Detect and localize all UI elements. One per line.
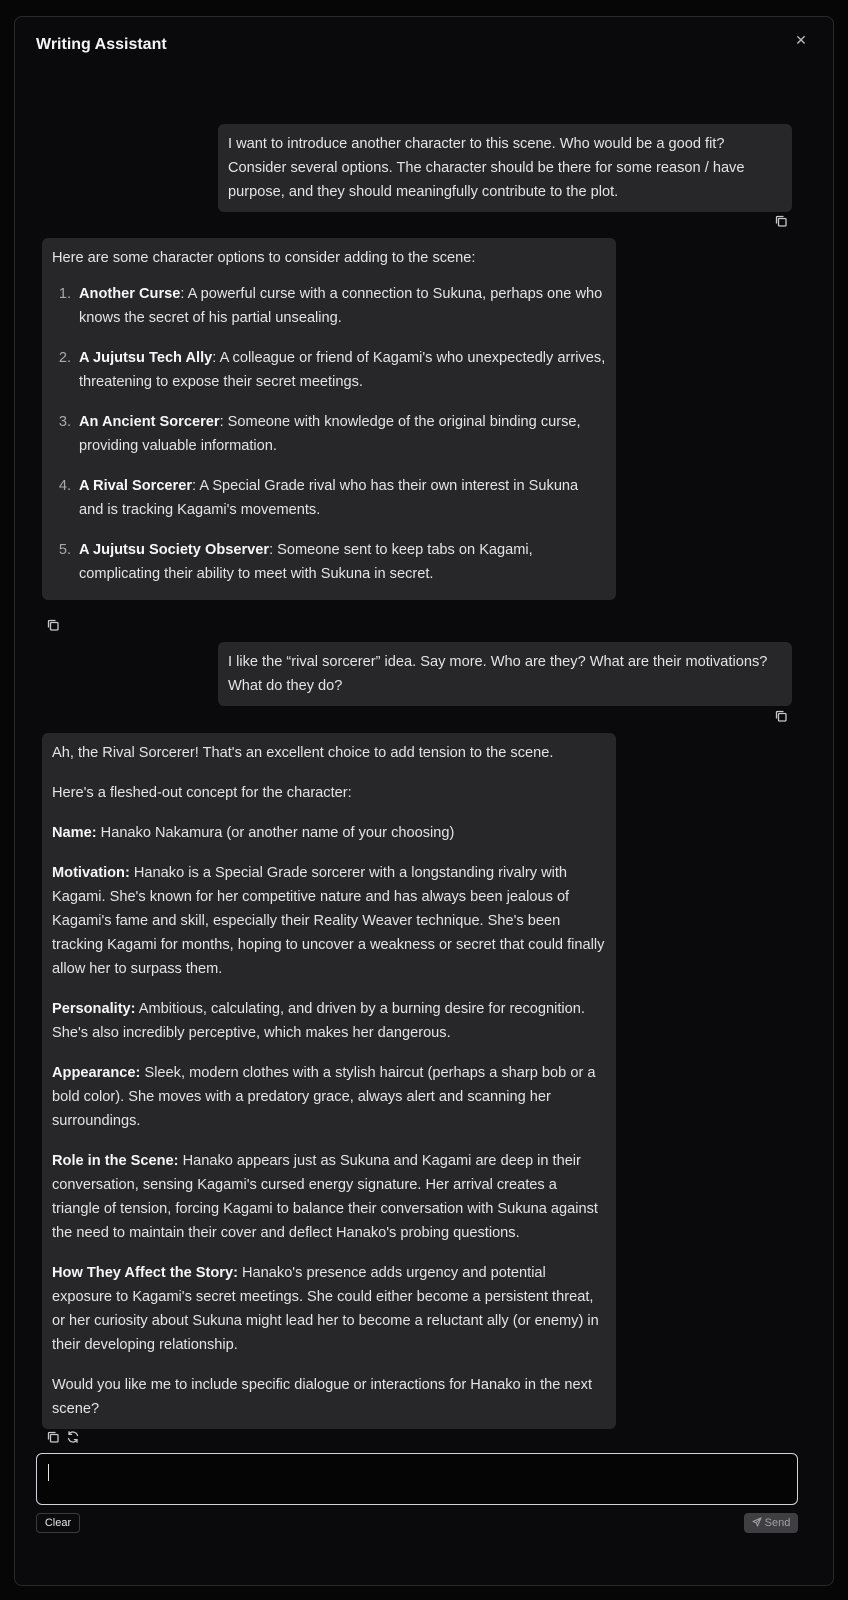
motivation-label: Motivation: [52,865,130,881]
message-paragraph: Ah, the Rival Sorcerer! That's an excellent choice to add tension to the scene. [52,745,554,761]
list-number: 4. [58,478,71,494]
list-item [52,410,606,458]
name-paragraph [52,821,606,845]
message-text: I like the “rival sorcerer” idea. Say more. Who are they? What are their motivations? What do they do? [228,654,768,694]
affect-text: Hanako's presence adds urgency and potential exposure to Kagami's secret meetings. She could either become a persistent threat, or her curiosity about Sukuna might lead her to become a reluctant ally (or enemy) in their developing relationship. [52,1265,599,1353]
list-item [52,282,606,330]
list-item [52,538,606,586]
message-input[interactable] [36,1453,798,1505]
role-label: Role in the Scene: [52,1153,179,1169]
appearance-label: Appearance: [52,1065,141,1081]
copy-icon[interactable] [46,1430,60,1444]
character-options-list [52,282,606,586]
send-button[interactable] [744,1513,798,1533]
copy-icon[interactable] [774,214,788,228]
option-text: : Someone sent to keep tabs on Kagami, complicating their ability to meet with Sukuna in secret. [79,542,533,582]
clear-button[interactable]: Clear [36,1513,80,1533]
option-title: Another Curse [79,286,181,302]
option-text: : A Special Grade rival who has their own interest in Sukuna and is tracking Kagami's movements. [79,478,579,518]
modal-title: Writing Assistant [36,36,167,53]
appearance-text: Sleek, modern clothes with a stylish haircut (perhaps a sharp bob or a bold color). She moves with a predatory grace, always alert and scanning her surroundings. [52,1065,596,1129]
copy-icon[interactable] [46,618,60,632]
option-title: A Rival Sorcerer [79,478,193,494]
list-number: 1. [58,286,71,302]
affect-label: How They Affect the Story: [52,1265,238,1281]
role-text: Hanako appears just as Sukuna and Kagami are deep in their conversation, sensing Kagami's cursed energy signature. Her arrival creates a triangle of tension, forcing Kagami to balance their conversation with Sukuna against the need to maintain their cover and deflect Hanako's probing questions. [52,1153,598,1241]
name-label: Name: [52,825,97,841]
motivation-text: Hanako is a Special Grade sorcerer with a longstanding rivalry with Kagami. She's known for her competitive nature and has always been jealous of Kagami's fame and skill, especially their Reality Weaver technique. She's been tracking Kagami for months, hoping to uncover a weakness or secret that could finally allow her to surpass them. [52,865,605,977]
option-text: : A colleague or friend of Kagami's who unexpectedly arrives, threatening to expose their secret meetings. [79,350,606,390]
close-icon: ✕ [795,32,807,48]
list-number: 3. [58,414,71,430]
personality-label: Personality: [52,1001,136,1017]
user-message [218,642,792,706]
copy-icon[interactable] [774,709,788,723]
list-item [52,474,606,522]
writing-assistant-modal [14,16,834,1586]
close-button[interactable] [791,30,811,50]
assistant-message [42,238,616,600]
role-paragraph [52,1149,606,1245]
refresh-icon[interactable] [66,1430,80,1444]
message-text: I want to introduce another character to this scene. Who would be a good fit? Consider several options. The character should be there for some reason / have purpose, and they should meaningfully contribute to the plot. [228,136,745,200]
list-number: 2. [58,350,71,366]
personality-text: Ambitious, calculating, and driven by a burning desire for recognition. She's also incredibly perceptive, which makes her dangerous. [52,1001,585,1041]
affect-paragraph [52,1261,606,1357]
text-caret [48,1464,49,1481]
option-title: An Ancient Sorcerer [79,414,220,430]
name-text: Hanako Nakamura (or another name of your choosing) [96,825,455,841]
personality-paragraph [52,997,606,1045]
option-title: A Jujutsu Tech Ally [79,350,213,366]
option-text: : A powerful curse with a connection to Sukuna, perhaps one who knows the secret of his partial unsealing. [79,286,603,326]
user-message [218,124,792,212]
send-icon [752,1517,762,1527]
send-label: Send [764,1517,791,1529]
list-number: 5. [58,542,71,558]
closing-paragraph: Would you like me to include specific dialogue or interactions for Hanako in the next scene? [52,1377,592,1417]
motivation-paragraph [52,861,606,981]
list-item [52,346,606,394]
message-intro: Here are some character options to consider adding to the scene: [52,250,476,266]
option-title: A Jujutsu Society Observer [79,542,270,558]
assistant-message [42,733,616,1429]
option-text: : Someone with knowledge of the original binding curse, providing valuable information. [79,414,581,454]
message-paragraph: Here's a fleshed-out concept for the character: [52,785,352,801]
appearance-paragraph [52,1061,606,1133]
